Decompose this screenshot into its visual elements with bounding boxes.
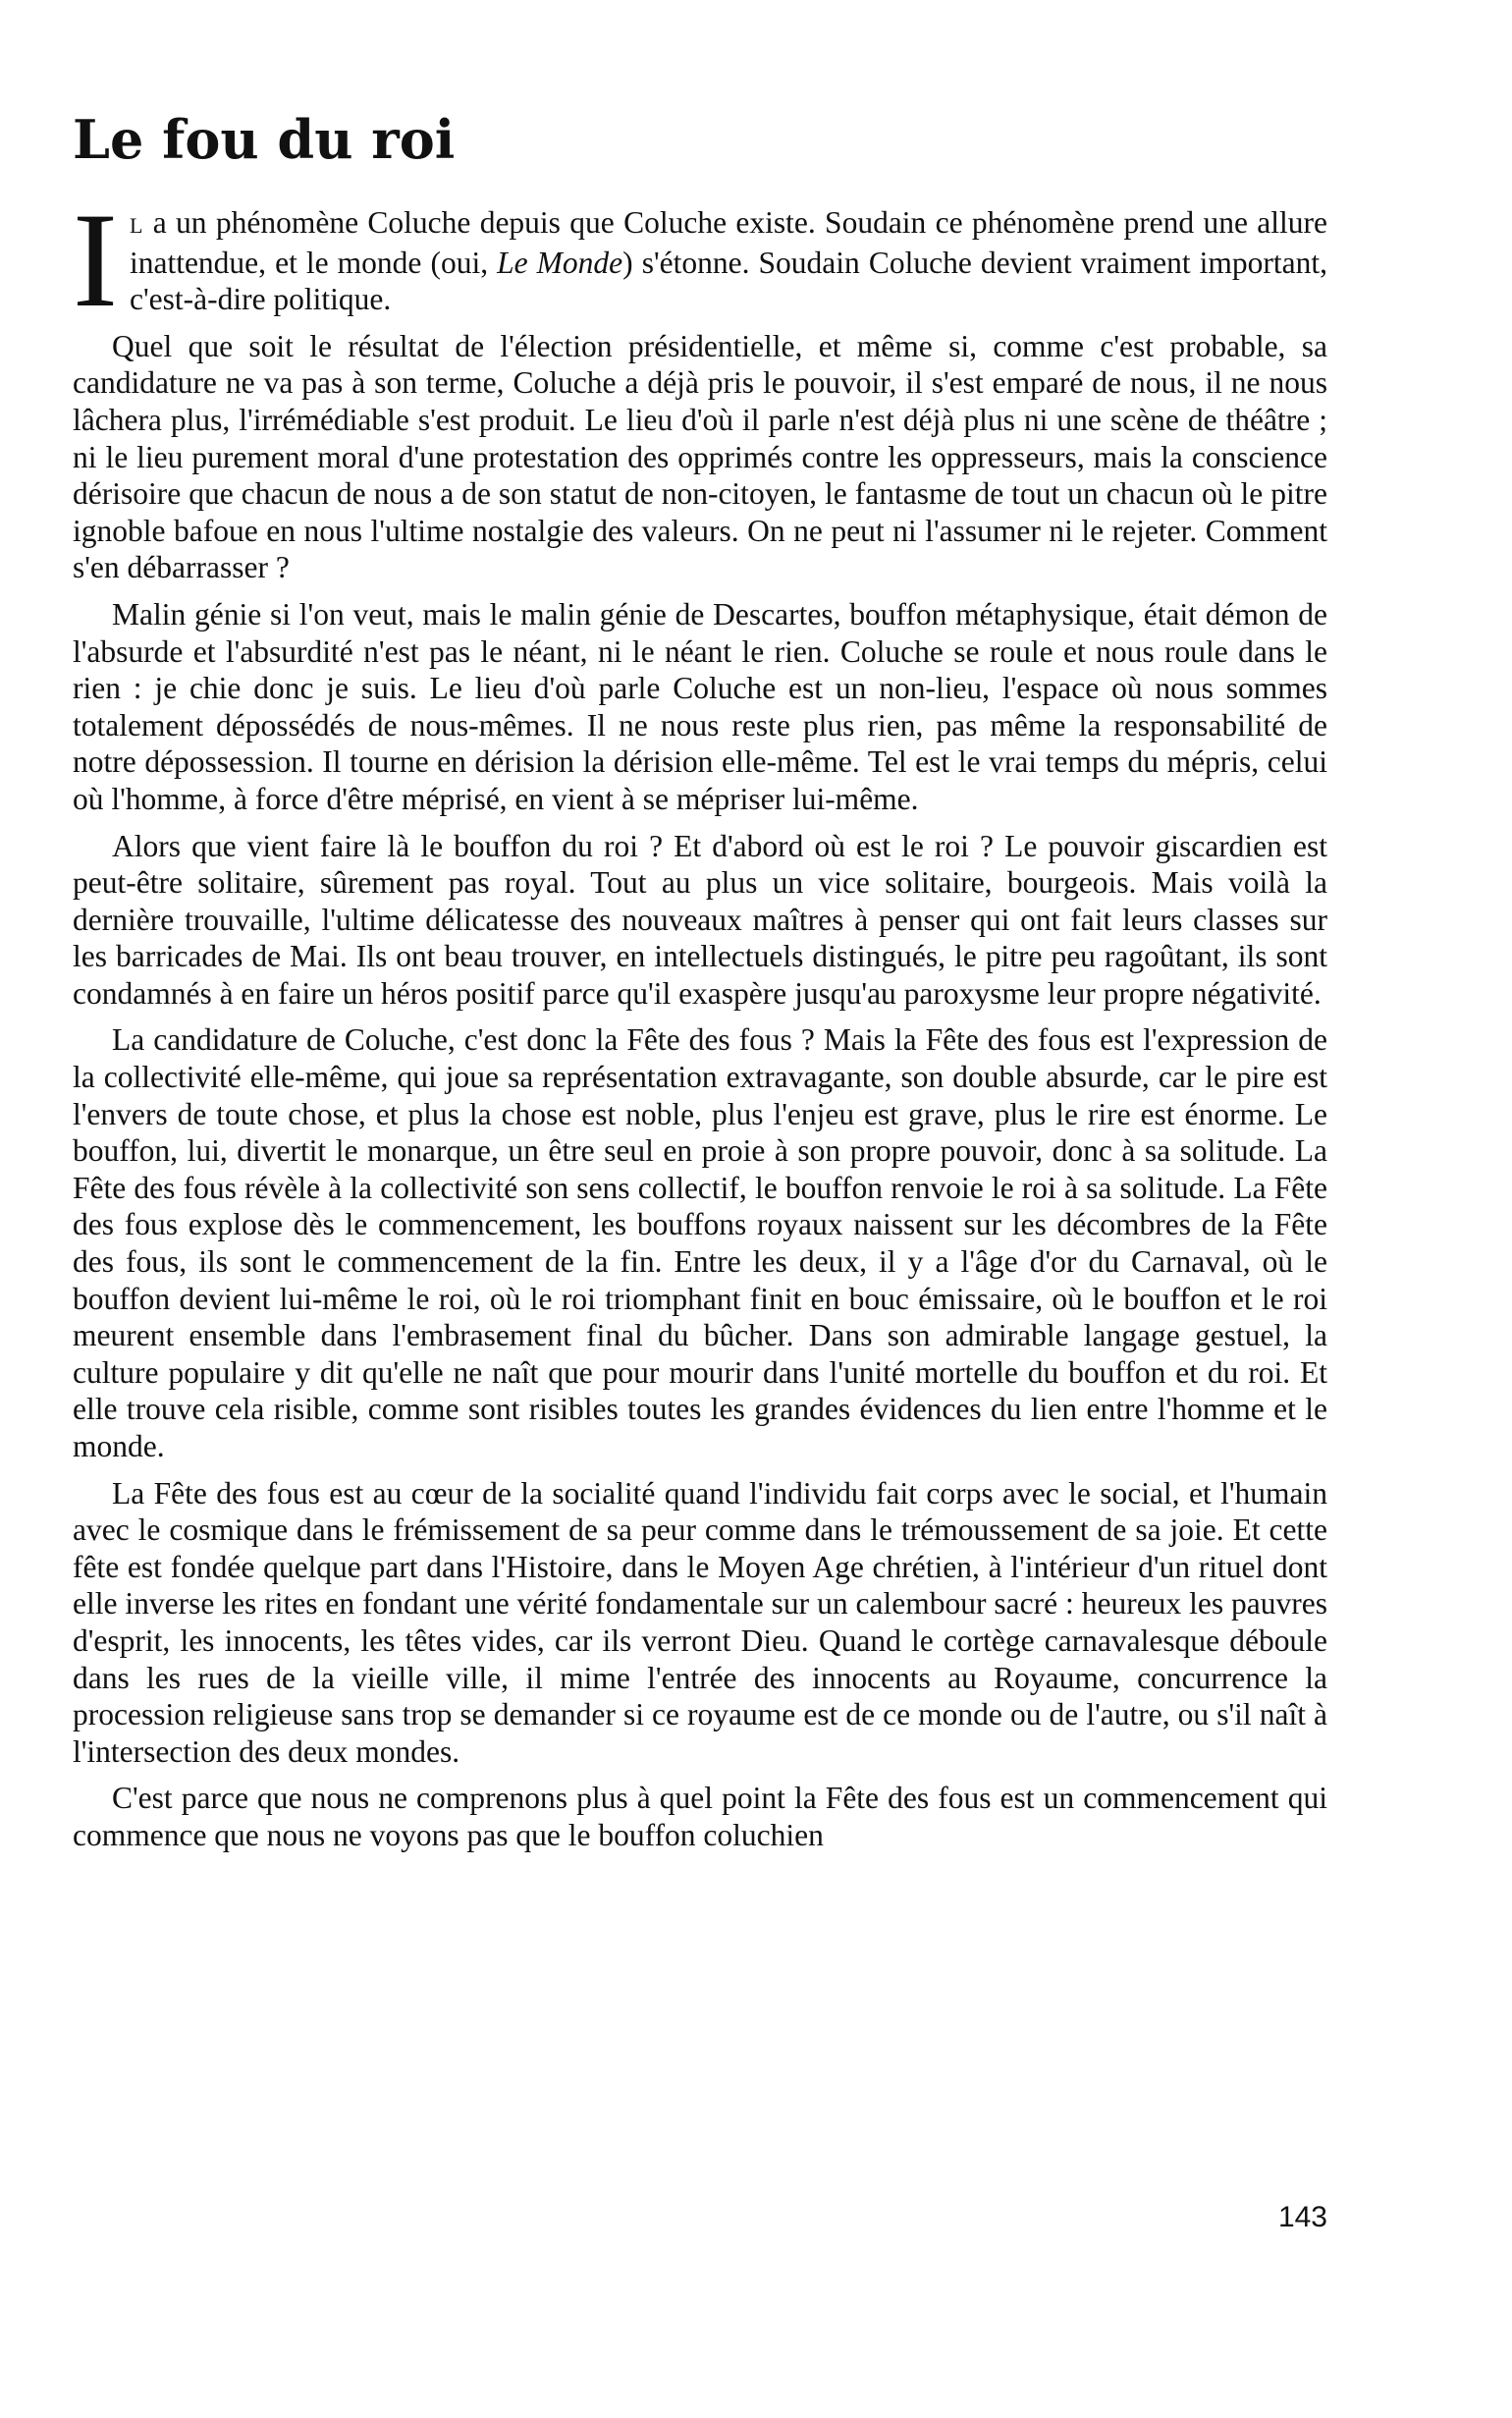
paragraph-5: La candidature de Coluche, c'est donc la Fête des fous ? Mais la Fête des fous est l'expression de la collectivité elle-même, qui joue sa représentation extravagante, son double absurde, car le pire est l'envers de toute chose, et plus la chose est noble, plus l'enjeu est grave, plus le rire est énorme. Le bouffon, lui, divertit le monarque, un être seul en proie à son propre pouvoir, donc à sa solitude. La Fête des fous révèle à la collectivité son sens collectif, le bouffon renvoie le roi à sa solitude. La Fête des fous explose dès le commencement, les bouffons royaux naissent sur les décombres de la Fête des fous, ils sont le commencement de la fin. Entre les deux, il y a l'âge d'or du Carnaval, où le bouffon devient lui-même le roi, où le roi triomphant finit en bouc émissaire, où le bouffon et le roi meurent ensemble dans l'embrasement final du bûcher. Dans son admirable langage gestuel, la culture populaire y dit qu'elle ne naît que pour mourir dans l'unité mortelle du bouffon et du roi. Et elle trouve cela risible, comme sont risibles toutes les grandes évidences du lien entre l'homme et le monde.: [73, 1022, 1327, 1463]
first-word-small-caps: L: [129, 213, 144, 238]
page: [73, 108, 1327, 1864]
paragraph-3: Malin génie si l'on veut, mais le malin génie de Descartes, bouffon métaphysique, était démon de l'absurde et l'absurdité n'est pas le néant, ni le néant le rien. Coluche se roule et nous roule dans le rien : je chie donc je suis. Le lieu d'où parle Coluche est un non-lieu, l'espace où nous sommes totalement dépossédés de nous-mêmes. Il ne nous reste plus rien, pas même la responsabilité de notre dépossession. Il tourne en dérision la dérision elle-même. Tel est le vrai temps du mépris, celui où l'homme, à force d'être méprisé, en vient à se mépriser lui-même.: [73, 596, 1327, 816]
paragraph-1: [73, 185, 1327, 335]
article-title: Le fou du roi: [73, 108, 456, 171]
paragraph-4: Alors que vient faire là le bouffon du roi ? Et d'abord où est le roi ? Le pouvoir giscardien est peut-être solitaire, sûrement pas royal. Tout au plus un vice solitaire, bourgeois. Mais voilà la dernière trouvaille, l'ultime délicatesse des nouveaux maîtres à penser qui ont fait leurs classes sur les barricades de Mai. Ils ont beau trouver, en intellectuels distingués, le pitre peu ragoûtant, ils sont condamnés à en faire un héros positif parce qu'il exaspère jusqu'au paroxysme leur propre négativité.: [73, 828, 1327, 1011]
first-paragraph-lead: a un phénomène Coluche depuis que Coluche existe. Soudain ce phénomène prend une allure inattendue, et le monde (oui,: [129, 205, 1327, 280]
article-body: [73, 185, 1327, 1854]
drop-cap: I: [73, 185, 118, 335]
first-paragraph-italic: Le Monde: [497, 245, 623, 280]
paragraph-6: La Fête des fous est au cœur de la socialité quand l'individu fait corps avec le social, et l'humain avec le cosmique dans le frémissement de sa peur comme dans le trémoussement de sa joie. Et cette fête est fondée quelque part dans l'Histoire, dans le Moyen Age chrétien, à l'intérieur d'un rituel dont elle inverse les rites en fondant une vérité fondamentale sur un calembour sacré : heureux les pauvres d'esprit, les innocents, les têtes vides, car ils verront Dieu. Quand le cortège carnavalesque déboule dans les rues de la vieille ville, il mime l'entrée des innocents au Royaume, concurrence la procession religieuse sans trop se demander si ce royaume est de ce monde ou de l'autre, ou s'il naît à l'intersection des deux mondes.: [73, 1475, 1327, 1769]
paragraph-2: Quel que soit le résultat de l'élection présidentielle, et même si, comme c'est probable, sa candidature ne va pas à son terme, Coluche a déjà pris le pouvoir, il s'est emparé de nous, il ne nous lâchera plus, l'irrémédiable s'est produit. Le lieu d'où il parle n'est déjà plus ni une scène de théâtre ; ni le lieu purement moral d'une protestation des opprimés contre les oppresseurs, mais la conscience dérisoire que chacun de nous a de son statut de non-citoyen, le fantasme de tout un chacun où le pitre ignoble bafoue en nous l'ultime nostalgie des valeurs. On ne peut ni l'assumer ni le rejeter. Comment s'en débarrasser ?: [73, 328, 1327, 585]
page-number: 143: [1277, 2201, 1327, 2233]
first-paragraph-tail: ) s'étonne. Soudain Coluche devient vraiment important, c'est-à-dire politique.: [129, 245, 1327, 317]
paragraph-7: C'est parce que nous ne comprenons plus à quel point la Fête des fous est un commencement qui commence que nous ne voyons pas que le bouffon coluchien: [73, 1781, 1327, 1852]
